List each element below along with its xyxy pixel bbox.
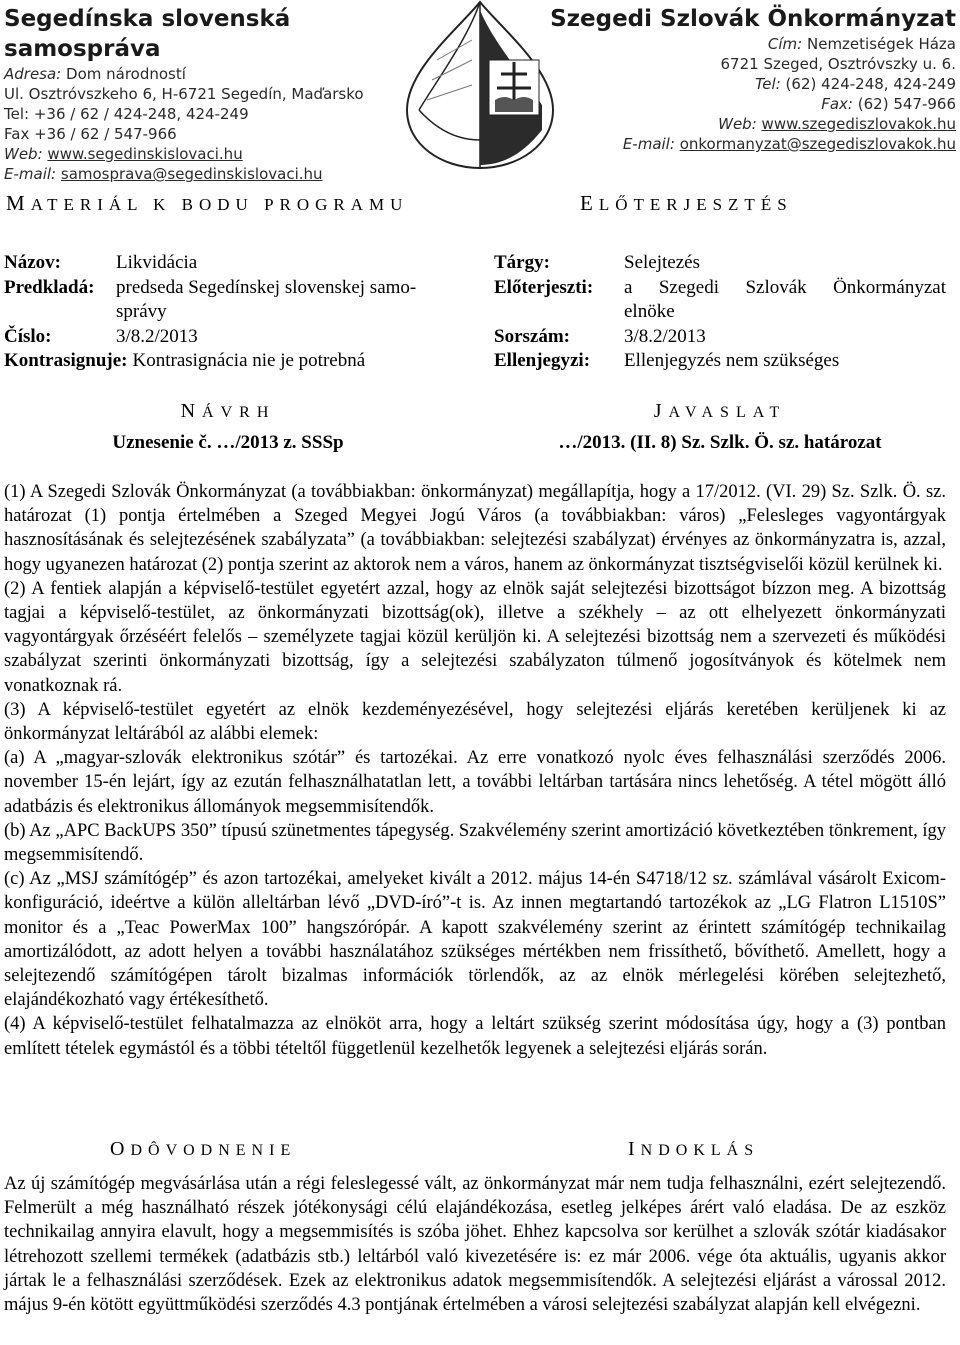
resolution-item-b: (b) Az „APC BackUPS 350” típusú szünetmentes tápegység. Szakvélemény szerint amortizáció következtében tönkrement, így megsemmisítendő. [4, 820, 946, 866]
tel-line-hu: Tel: (62) 424-248, 424-249 [755, 75, 956, 93]
meta-cislo: Číslo: 3/8.2/2013 [4, 325, 198, 347]
org-name-hu: Szegedi Szlovák Önkormányzat [550, 6, 956, 32]
email-line-sk: E-mail: samosprava@segedinskislovaci.hu [4, 165, 323, 183]
meta-sorszam: Sorszám: 3/8.2/2013 [494, 325, 706, 347]
justification-text: Az új számítógép megvásárlása után a régi feleslegessé vált, az önkormányzat már nem tudja felhasználni, ezért selejtezendő. Felmerült a még használható részek jótékonysági célú elajándékozása, esetleg jelképes árért való eladása. De az eszköz technikailag annyira elavult, hogy a megsemmisítés is szóba jöhet. Ehhez kapcsolva sor kerülhet a szlovák szótár kiadásakor létrehozott szellemi termékek (adatbázis stb.) leltárból való kivezetésére is: ez már 2006. vége óta aktuális, ugyanis akkor jártak le a felhasználási szerződések. Ezek az elektronikus adatok megsemmisítendők. A selejtezési eljárást a várossal 2012. május 9-én kötött együttműködési szerződés 4.3 pontjának értelmében a városi selejtezési szabályzat alapján kell elvégezni. [4, 1174, 946, 1316]
resolution-point-4: (4) A képviselő-testület felhatalmazza az elnököt arra, hogy a leltárt szükség szerint módosítása úgy, hogy a (3) pontban említett tételek egymástól és a többi tételtől függetlenül kezelhetők legyenek a selejtezési eljárás során. [4, 1014, 946, 1059]
resolution-item-c: (c) Az „MSJ számítógép” és azon tartozékai, amelyeket kivált a 2012. május 14-én S4718/12 sz. számlával vásárolt Exicom-konfiguráció, ideértve a külön alleltárban lévő „DVD-író”-t is. Az innen megtartandó tartozékok az „LG Flatron L1510S” monitor és a „Teac PowerMax 100” hangszórópár. A kapott szakvélemény szerint az érintett számítógép technikailag amortizálódott, az adott helyen a további használatához szükséges mértékben nem frissíthető, bővíthető. Amellett, hogy a selejtezendő számítógépen tárolt bizalmas információk törlendők, az az elnök mérlegelési körében selejtezhető, elajándékozható vagy értékesíthető. [4, 869, 946, 1011]
meta-eloterjeszti-cont: elnöke [624, 301, 675, 322]
indoklas-heading: INDOKLÁS [628, 1138, 760, 1160]
resolution-point-2: (2) A fentiek alapján a képviselő-testület egyetért azzal, hogy az elnök saját selejtezési bizottságot bízzon meg. A bizottság tagjai a képviselő-testület, az önkormányzati bizottság(ok), illetve a székhely – az ott elhelyezett önkormányzati vagyontárgyak őrzéséért felelős – személyzete tagjai közül kerüljön ki. A selejtezési bizottság nem a szervezeti és működési szabályzat szerinti önkormányzati bizottság, így a selejtezési szabályzaton túlmenő jogosítványok és kötelmek nem vonatkoznak rá. [4, 578, 946, 696]
section-title-sk: MATERIÁL K BODU PROGRAMU [6, 191, 409, 215]
hatarozat-number: …/2013. (II. 8) Sz. Szlk. Ö. sz. határozat [558, 432, 882, 453]
resolution-body [4, 480, 946, 1061]
web-link-sk[interactable]: www.segedinskislovaci.hu [47, 145, 243, 163]
meta-ellenjegyzi: Ellenjegyzi: Ellenjegyzés nem szükséges [494, 350, 840, 371]
meta-predklada: Predkladá: predseda Segedínskej slovenskej samo- [4, 276, 417, 298]
letterhead-left [4, 4, 424, 184]
letterhead [0, 0, 960, 183]
odovodnenie-heading: ODÔVODNENIE [110, 1138, 297, 1160]
email-link-sk[interactable]: samosprava@segedinskislovaci.hu [60, 165, 323, 183]
uznesenie-number: Uznesenie č. …/2013 z. SSSp [112, 432, 344, 453]
letterhead-right [516, 4, 956, 154]
street-line-hu: 6721 Szeged, Osztróvszky u. 6. [720, 55, 956, 73]
section-title-hu: ELŐTERJESZTÉS [580, 191, 793, 215]
meta-targy: Tárgy: Selejtezés [494, 252, 700, 273]
fax-line-hu: Fax: (62) 547-966 [821, 95, 956, 113]
street-line-sk: Ul. Osztróvszkeho 6, H-6721 Segedín, Maďarsko [4, 85, 364, 103]
resolution-item-a: (a) A „magyar-szlovák elektronikus szótár” és tartozékai. Az erre vonatkozó nyolc éves felhasználási szerződés 2006. november 15-én lejárt, így az ezután felhasználhatatlan lett, a további leltárban tartására nincs lehetőség. A tétel mögött álló adatbázis és elektronikus állományok megsemmisítendők. [4, 748, 946, 817]
justification-body [4, 1172, 946, 1317]
org-name-sk: Segedínska slovenská samospráva [4, 6, 291, 62]
meta-nazov: Názov: Likvidácia [4, 252, 198, 273]
tel-line-sk: Tel: +36 / 62 / 424-248, 424-249 [4, 105, 249, 123]
email-line-hu: E-mail: onkormanyzat@szegediszlovakok.hu [622, 135, 956, 153]
web-line-hu: Web: www.szegediszlovakok.hu [718, 115, 956, 133]
javaslat-heading: JAVASLAT [653, 400, 787, 422]
web-line-sk: Web: www.segedinskislovaci.hu [4, 145, 243, 163]
navrh-heading: NÁVRH [180, 400, 276, 422]
fax-line-sk: Fax +36 / 62 / 547-966 [4, 125, 177, 143]
resolution-point-3: (3) A képviselő-testület egyetért az elnök kezdeményezésével, hogy selejtezési eljárás keretében kerüljenek ki az önkormányzat leltárából az alábbi elemek: [4, 699, 946, 745]
resolution-point-1: (1) A Szegedi Szlovák Önkormányzat (a továbbiakban: önkormányzat) megállapítja, hogy a 17/2012. (VI. 29) Sz. Szlk. Ö. sz. határozat (1) pontja értelmében a Szeged Megyei Jogú Város (a továbbiakban: város) „Felesleges vagyontárgyak hasznosításának és selejtezésének szabályzata” (a továbbiakban: selejtezési szabályzat) érvényes az önkormányzatra is, azzal, hogy ugyanezen határozat (2) pontja szerint az aktorok nem a város, hanem az önkormányzat tisztségviselői közül kerülnek ki. [4, 482, 946, 575]
meta-block-hu [494, 251, 946, 374]
email-link-hu[interactable]: onkormanyzat@szegediszlovakok.hu [679, 135, 956, 153]
meta-kontrasignuje: Kontrasignuje: Kontrasignácia nie je potrebná [4, 350, 366, 371]
address-line-hu: Cím: Nemzetiségek Háza [767, 35, 956, 53]
meta-eloterjeszti: Előterjeszti: a Szegedi Szlovák Önkormányzat [494, 276, 946, 298]
meta-block-sk [4, 251, 452, 374]
address-line-sk: Adresa: Dom národností [4, 65, 186, 83]
web-link-hu[interactable]: www.szegediszlovakok.hu [761, 115, 956, 133]
meta-predklada-cont: správy [116, 301, 167, 322]
